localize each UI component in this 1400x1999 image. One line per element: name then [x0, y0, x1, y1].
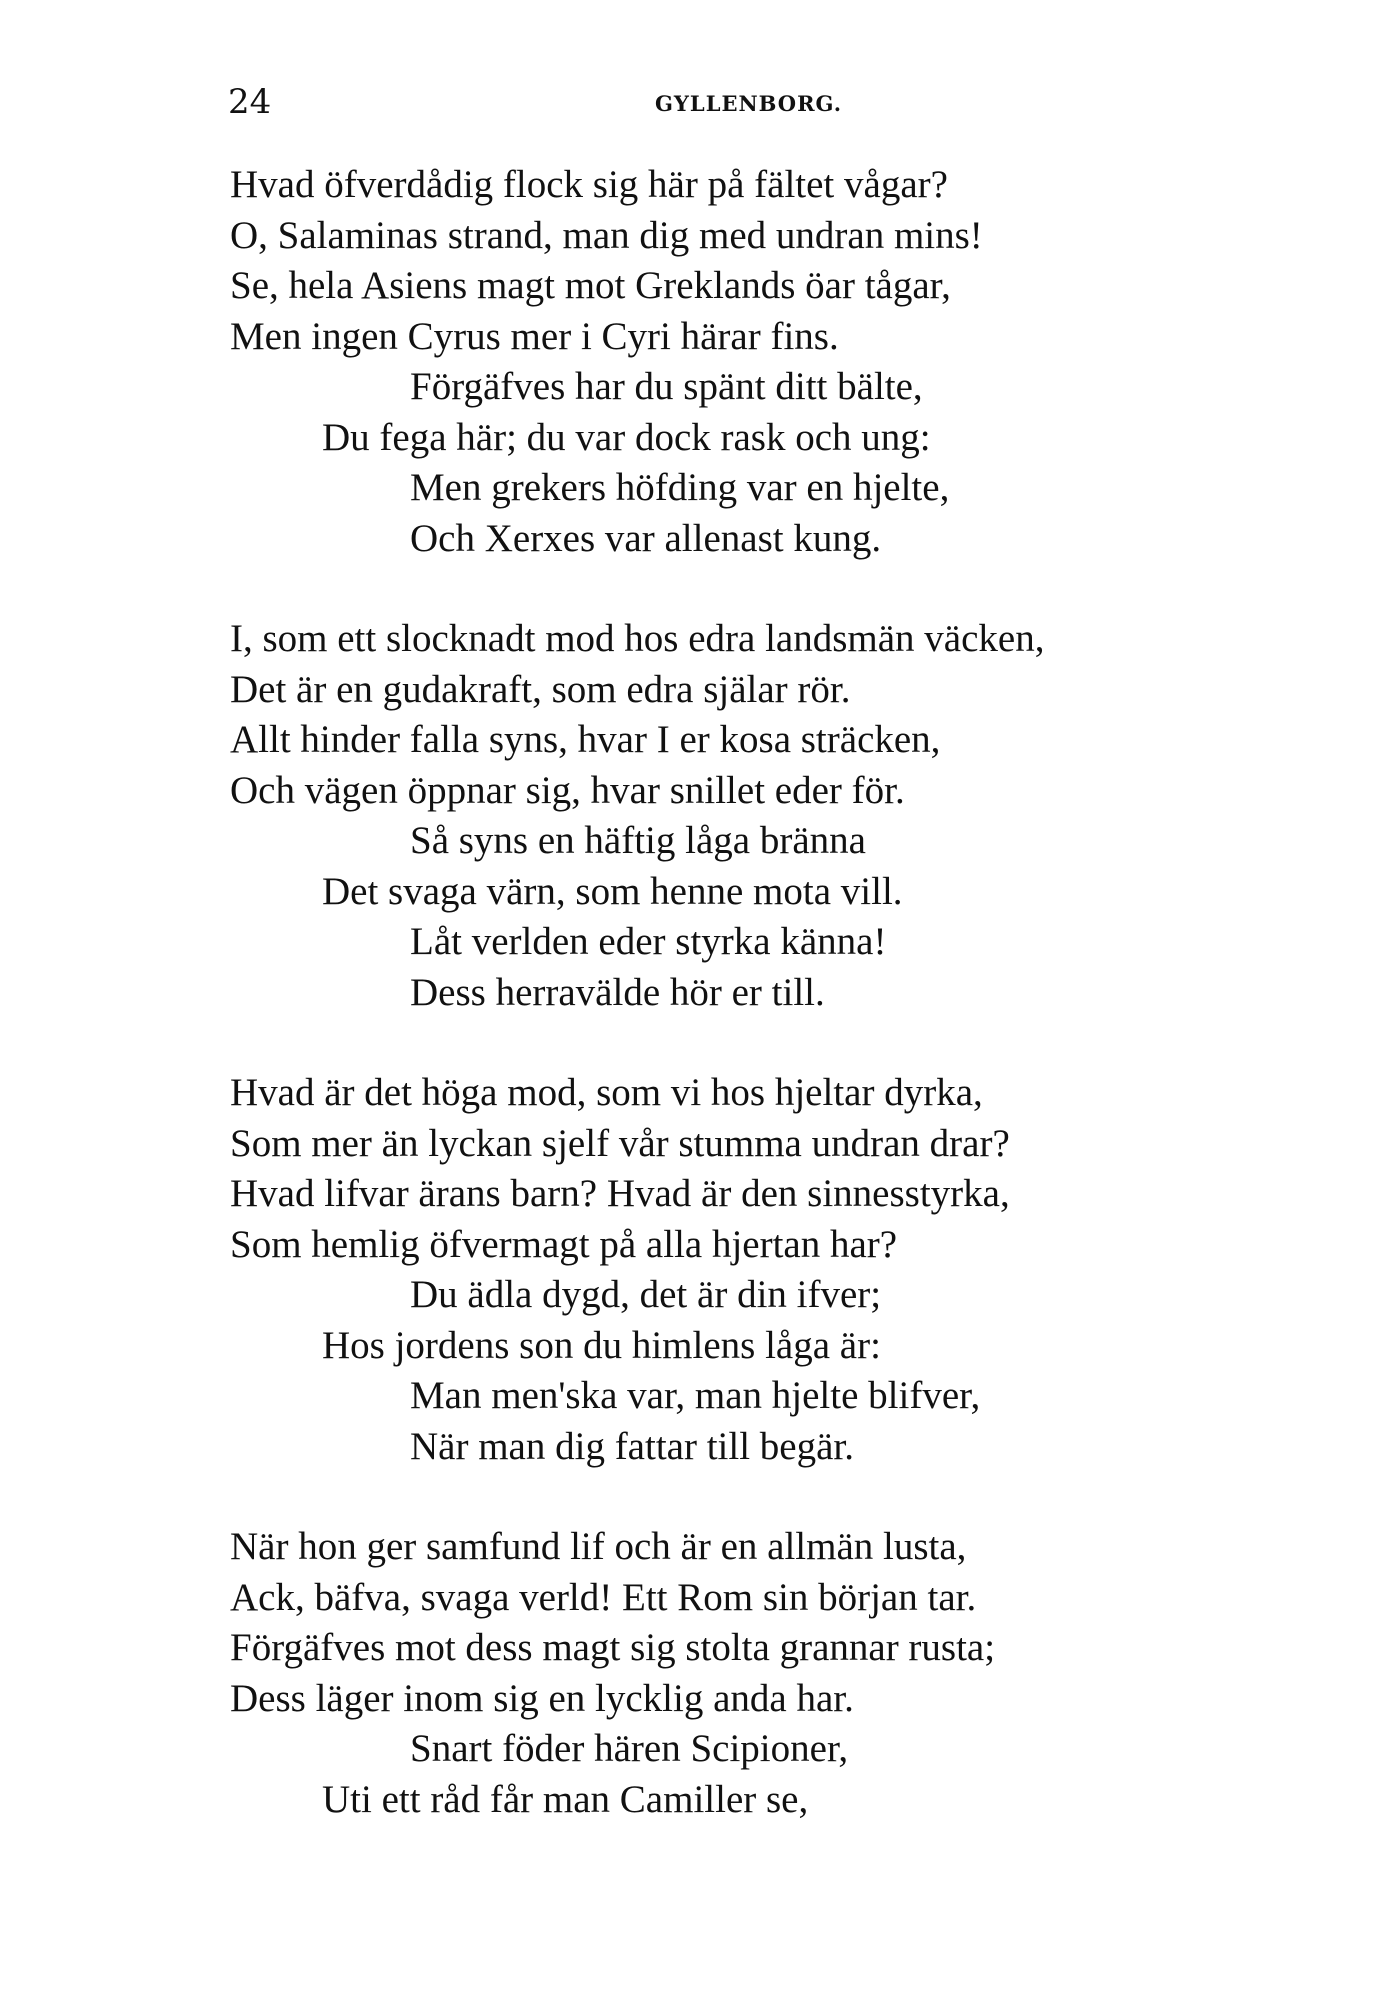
page-number: 24 [228, 82, 272, 122]
poem-line: Men ingen Cyrus mer i Cyri härar fins. [230, 314, 839, 358]
poem-line: När hon ger samfund lif och är en allmän lusta, [230, 1525, 967, 1568]
poem-line: Man men'ska var, man hjelte blifver, [410, 1374, 981, 1417]
poem-line: Hvad är det höga mod, som vi hos hjeltar dyrka, [230, 1071, 983, 1114]
poem-line: Du fega här; du var dock rask och ung: [322, 415, 931, 459]
poem-line: Så syns en häftig låga bränna [410, 819, 866, 862]
poem-line: Allt hinder falla syns, hvar I er kosa sträcken, [230, 718, 941, 761]
poem-line: Ack, bäfva, svaga verld! Ett Rom sin början tar. [230, 1575, 977, 1619]
page-header [228, 82, 928, 132]
poem-line: Det svaga värn, som henne mota vill. [322, 869, 903, 913]
poem-line: Se, hela Asiens magt mot Greklands öar tågar, [230, 264, 951, 307]
stanza-1 [230, 160, 1310, 564]
poem-line: Snart föder hären Scipioner, [410, 1727, 849, 1770]
poem-line: Dess läger inom sig en lycklig anda har. [230, 1676, 854, 1720]
poem-line: När man dig fattar till begär. [410, 1424, 855, 1468]
poem-line: Hvad lifvar ärans barn? Hvad är den sinnesstyrka, [230, 1172, 1010, 1215]
poem-line: I, som ett slocknadt mod hos edra landsmän väcken, [230, 617, 1045, 660]
poem-line: Dess herravälde hör er till. [410, 970, 825, 1014]
poem-line: O, Salaminas strand, man dig med undran mins! [230, 213, 983, 257]
poem-line: Låt verlden eder styrka känna! [410, 920, 887, 963]
poem-line: Och Xerxes var allenast kung. [410, 516, 882, 560]
poem-line: Som hemlig öfvermagt på alla hjertan har? [230, 1222, 898, 1266]
poem-line: Hvad öfverdådig flock sig här på fältet vågar? [230, 163, 948, 206]
poem-line: Som mer än lyckan sjelf vår stumma undran drar? [230, 1121, 1010, 1165]
poem-line: Hos jordens son du himlens låga är: [322, 1323, 881, 1367]
stanza-3 [230, 1068, 1310, 1472]
stanza-4 [230, 1522, 1310, 1825]
poem-line: Förgäfves mot dess magt sig stolta grannar rusta; [230, 1626, 996, 1669]
poem-line: Förgäfves har du spänt ditt bälte, [410, 365, 923, 408]
poem-body [230, 160, 1310, 1875]
poem-line: Och vägen öppnar sig, hvar snillet eder för. [230, 768, 905, 812]
poem-line: Du ädla dygd, det är din ifver; [410, 1273, 882, 1316]
stanza-2 [230, 614, 1310, 1018]
running-head: GYLLENBORG. [655, 91, 843, 116]
poem-line: Det är en gudakraft, som edra själar rör. [230, 667, 851, 711]
poem-line: Men grekers höfding var en hjelte, [410, 466, 950, 509]
poem-line: Uti ett råd får man Camiller se, [322, 1777, 809, 1821]
